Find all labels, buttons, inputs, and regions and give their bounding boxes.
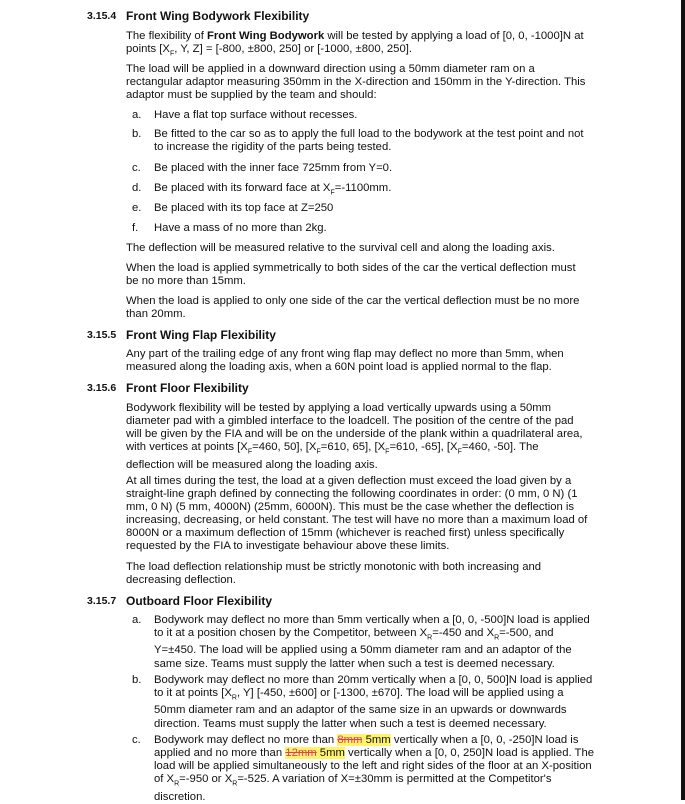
- section-number-3-15-4: 3.15.4: [87, 10, 117, 22]
- paragraph-load-direction: The load will be applied in a downward direction using a 50mm diameter ram on a rectangular adaptor measuring 350mm in the X-direction and 150mm in the Y-direction. This adaptor must be supplied by the team and should:: [126, 63, 586, 102]
- section-number-3-15-7: 3.15.7: [87, 595, 117, 607]
- paragraph-floor-test: Bodywork flexibility will be tested by applying a load vertically upwards using a 50mm diameter pad with a gimbled interface to the loadcell. The position of the centre of the pad will be given by the FIA and will be on the underside of the plank within a quadrilateral area, with vertices at points [$X_F=460$, 50], [$X_F=610$, 65], [$X_F=610$, -65], [$X_F=460$, -50]. The deflection will be measured along the loading axis.: [126, 402, 583, 471]
- paragraph-flexibility-test: The flexibility of Front Wing Bodywork will be tested by applying a load of [0, 0, -1000]N at points [$X_F$, Y, Z] = [-800, ±800, 250] or [-1000, ±800, 250].: [126, 30, 584, 58]
- paragraph-monotonic: The load deflection relationship must be strictly monotonic with both increasing and decreasing deflection.: [126, 561, 542, 587]
- paragraph-symmetric-load: When the load is applied symmetrically to both sides of the car the vertical deflection must be no more than 15mm.: [126, 262, 576, 288]
- highlight-5mm-second: 5mm: [316, 747, 345, 760]
- paragraph-load-graph: At all times during the test, the load at a given deflection must exceed the load given by a straight-line graph defined by connecting the following coordinates in order: (0 mm, 0 N) (1 mm, 0 N) (5 mm, 4000N) (25mm, 6000N). This must be the case whether the deflection is increasing, decreasing, or held constant. The test will have no more than a maximum load of 8000N or a maximum deflection of 15mm (whichever is reached first) unless specifically requested by the FIA to investigate behaviour above these limits.: [126, 475, 588, 553]
- highlight-5mm: 5mm: [362, 734, 391, 746]
- section-title-front-floor: Front Floor Flexibility: [126, 381, 249, 395]
- paragraph-one-side-load: When the load is applied to only one side of the car the vertical deflection must be no more than 20mm.: [126, 295, 580, 321]
- section-number-3-15-6: 3.15.6: [87, 382, 117, 394]
- struck-text-8mm: 8mm: [337, 734, 363, 746]
- struck-text-12mm: 12mm: [285, 747, 317, 760]
- section-title-front-wing-bodywork: Front Wing Bodywork Flexibility: [126, 9, 310, 23]
- paragraph-flap-deflection: Any part of the trailing edge of any front wing flap may deflect no more than 5mm, when measured along the loading axis, when a 60N point load is applied normal to the flap.: [126, 348, 564, 374]
- paragraph-deflection-measured: The deflection will be measured relative to the survival cell and along the loading axis.: [126, 242, 555, 254]
- section-title-front-wing-flap: Front Wing Flap Flexibility: [126, 328, 276, 342]
- section-title-outboard-floor: Outboard Floor Flexibility: [126, 594, 273, 608]
- document-page: 3.15.4 Front Wing Bodywork Flexibility The flexibility of Front Wing Bodywork will be tested by applying a load of [0, 0, -1000]N at points [$X_F$, Y, Z] = [-800, ±800, 250] or [-1000, ±800, 250]. The load will be applied in a downward direction using a 50mm diameter ram on a rectangular adaptor measuring 350mm in the X-direction and 150mm in the Y-direction. This adaptor must be supplied by the team and should: a. Have a flat top surface without recesses. b. Be fitted to the car so as to apply the full load to the bodywork at the test point and not to increase the rigidity of the parts being tested. c. Be placed with the inner face 725mm from Y=0. d. Be placed with its forward face at $X_F=-1100mm$. e. Be placed with its top face at Z=250 f. Have a mass of no more than 2kg. The deflection will be measured relative to the survival cell and along the loading axis. When the load is applied symmetrically to both sides of the car the vertical deflection must be no more than 15mm. When the load is applied to only one side of the car the vertical deflection must be no more than 20mm. 3.15.5 Front Wing Flap Flexibility Any part of the trailing edge of any front wing flap may deflect no more than 5mm, when measured along the loading axis, when a 60N point load is applied normal to the flap. 3.15.6 Front Floor Flexibility Bodywork flexibility will be tested by applying a load vertically upwards using a 50mm diameter pad with a gimbled interface to the loadcell. The position of the centre of the pad will be given by the FIA and will be on the underside of the plank within a quadrilateral area, with vertices at points [$X_F=460$, 50], [$X_F=610$, 65], [$X_F=610$, -65], [$X_F=460$, -50]. The deflection will be measured along the loading axis. At all times during the test, the load at a given deflection must exceed the load given by a straight-line graph defined by connecting the following coordinates in order: (0 mm, 0 N) (1 mm, 0 N) (5 mm, 4000N) (25mm, 6000N). This must be the case whether the deflection is increasing, decreasing, or held constant. The test will have no more than a maximum load of 8000N or a maximum deflection of 15mm (whichever is reached first) unless specifically requested by the FIA to investigate behaviour above these limits. The load deflection relationship must be strictly monotonic with both increasing and decreasing deflection. 3.15.7 Outboard Floor Flexibility a. Bodywork may deflect no more than 5mm vertically when a [0, 0, -500]N load is applied to it at a position chosen by the Competitor, between $X_R=-450$ and $X_R=-500$, and Y=±450. The load will be applied using a 50mm diameter ram and an adaptor of the same size. Teams must supply the latter when such a test is deemed necessary. b. Bodywork may deflect no more than 20mm vertically when a [0, 0, 500]N load is applied to it at points [$X_R$, Y] [-450, ±600] or [-1300, ±670]. The load will be applied using a 50mm diameter ram and an adaptor of the same size in an upwards or downwards direction. Teams must supply the latter when such a test is deemed necessary. c. Bodywork may deflect no more than 8mm 5mm vertically when a [0, 0, -250]N load is applied and no more than 12mm 5mm vertically when a [0, 0, 250]N load is applied. The load will be applied simultaneously to the left and right sides of the floor at an X-position of $X_R=-950$ or $X_R=-525$. A variation of X=±30mm is permitted at the Competitor's discretion.: [0, 0, 685, 800]
- page-edge-border: [681, 0, 685, 800]
- section-number-3-15-5: 3.15.5: [87, 329, 117, 341]
